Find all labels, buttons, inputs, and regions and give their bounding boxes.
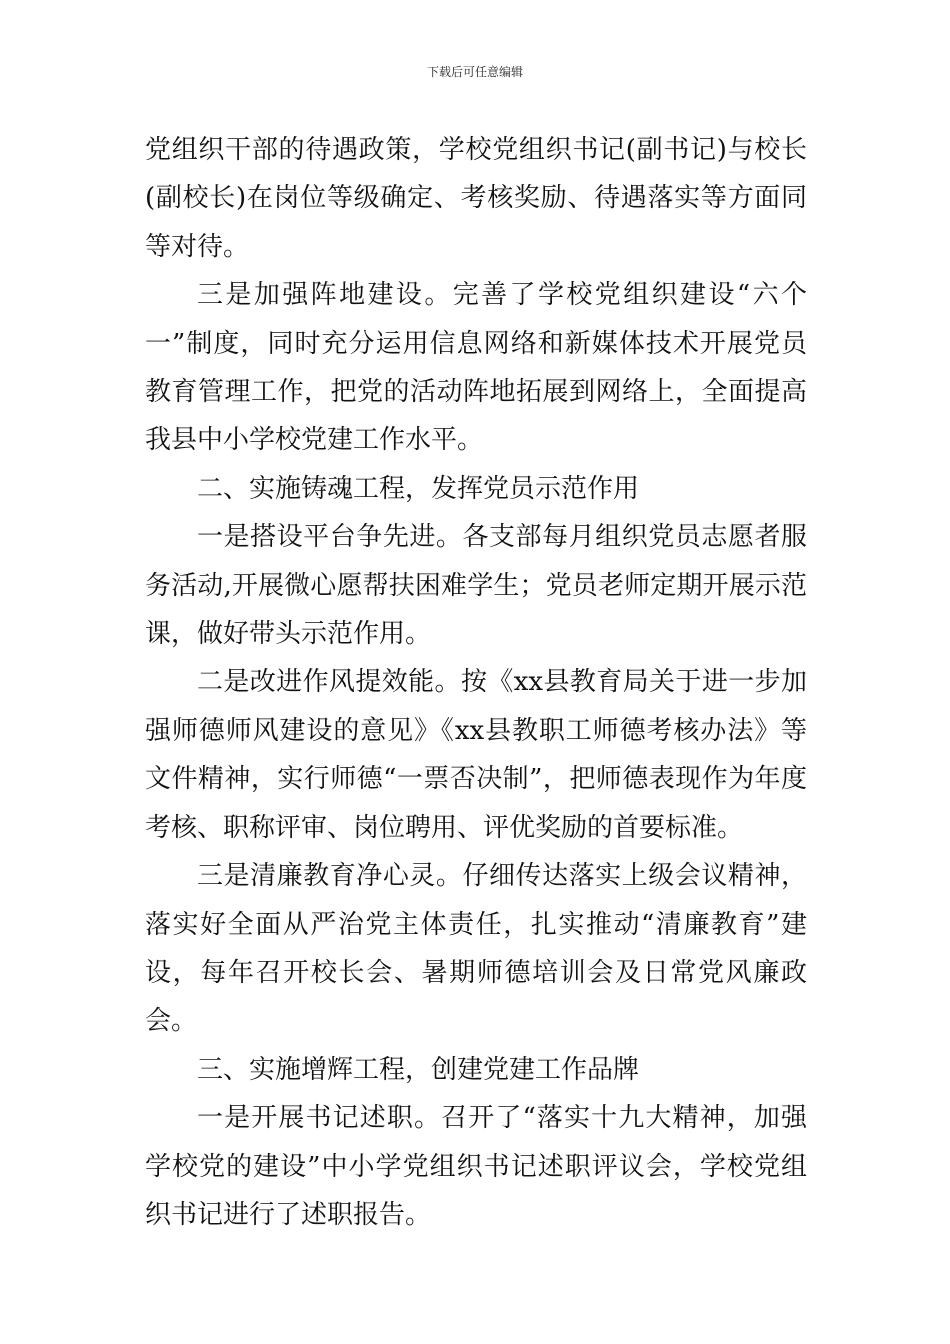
document-body (145, 126, 807, 1239)
page-header: 下载后可任意编辑 (426, 65, 523, 79)
paragraph-4: 二是改进作风提效能。按《xx县教育局关于进一步加强师德师风建设的意见》《xx县教职工师德考核办法》等文件精神，实行师德“一票否决制”，把师德表现作为年度考核、职称评审、岗位聘用、评优奖励的首要标准。 (145, 667, 807, 843)
paragraph-6: 一是开展书记述职。召开了“落实十九大精神，加强学校党的建设”中小学党组织书记述职评议会，学校党组织书记进行了述职报告。 (145, 1103, 807, 1230)
paragraph-2: 三是加强阵地建设。完善了学校党组织建设“六个一”制度，同时充分运用信息网络和新媒体技术开展党员教育管理工作，把党的活动阵地拓展到网络上，全面提高我县中小学校党建工作水平。 (145, 280, 807, 456)
section-heading-3: 三、实施增辉工程，创建党建工作品牌 (197, 1054, 640, 1085)
paragraph-1: 党组织干部的待遇政策，学校党组织书记(副书记)与校长(副校长)在岗位等级确定、考核奖励、待遇落实等方面同等对待。 (145, 135, 807, 262)
paragraph-5: 三是清廉教育净心灵。仔细传达落实上级会议精神，落实好全面从严治党主体责任，扎实推动“清廉教育”建设，每年召开校长会、暑期师德培训会及日常党风廉政会。 (145, 861, 807, 1037)
paragraph-3: 一是搭设平台争先进。各支部每月组织党员志愿者服务活动,开展微心愿帮扶困难学生；党员老师定期开展示范课，做好带头示范作用。 (145, 522, 807, 650)
section-heading-2: 二、实施铸魂工程，发挥党员示范作用 (197, 473, 640, 504)
